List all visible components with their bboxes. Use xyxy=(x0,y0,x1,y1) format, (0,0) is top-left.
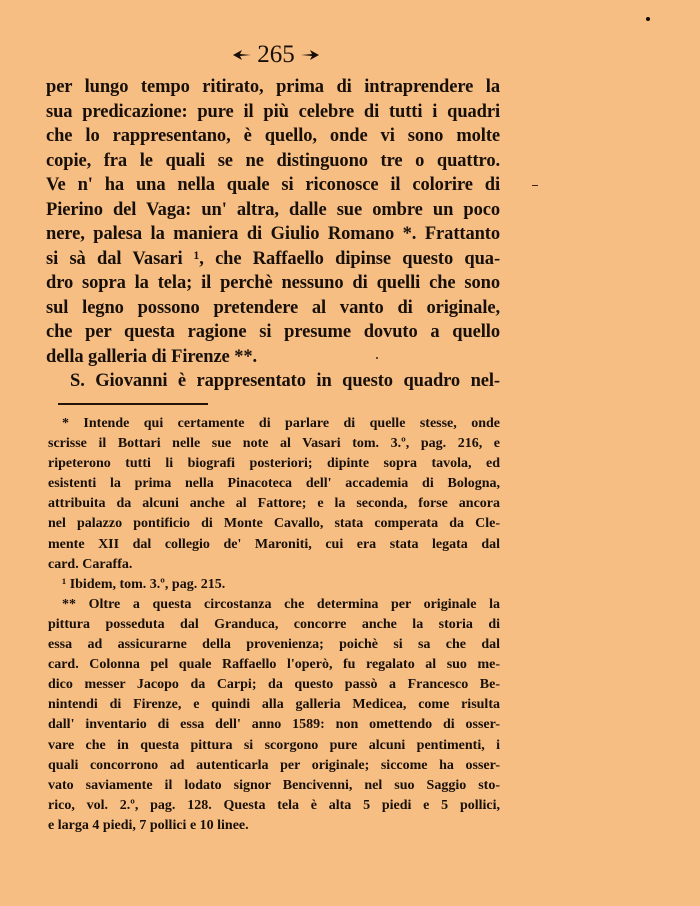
body-line: che lo rappresentano, è quello, onde vi sono molte xyxy=(46,126,500,146)
body-line: che per questa ragione si presume dovuto a quello xyxy=(46,322,500,342)
body-line: sua predicazione: pure il più celebre di tutti i quadri xyxy=(46,101,500,122)
footnote-line: dico messer Jacopo da Carpi; da questo passò a Francesco Be- xyxy=(48,677,500,693)
footnote-line: mente XII dal collegio de' Maroniti, cui era stata legata dal xyxy=(48,536,500,552)
footnote-line: nel palazzo pontificio di Monte Cavallo, stata comperata da Cle- xyxy=(48,516,500,532)
footnote-line: e larga 4 piedi, 7 pollici e 10 linee. xyxy=(48,817,249,833)
body-line: si sà dal Vasari ¹, che Raffaello dipinse questo qua- xyxy=(46,248,500,269)
footnote-line: dall' inventario di essa dell' anno 1589: non omettendo di osser- xyxy=(48,717,500,733)
margin-mark xyxy=(532,185,538,186)
body-line: Pierino del Vaga: un' altra, dalle sue ombre un poco xyxy=(46,199,500,220)
footnote-line: rico, vol. 2.º, pag. 128. Questa tela è alta 5 piedi e 5 pollici, xyxy=(48,797,500,813)
footnote-line: scrisse il Bottari nelle sue note al Vasari tom. 3.º, pag. 216, e xyxy=(48,436,500,452)
footnotes xyxy=(48,414,500,836)
footnote-line: ** Oltre a questa circostanza che determina per originale la xyxy=(62,596,500,612)
footnote-line: ripeterono tutti li biografi posteriori; dipinte sopra tavola, ed xyxy=(48,456,500,472)
footnote-line: vato saviamente il lodato signor Bencivenni, nel suo Saggio sto- xyxy=(48,777,500,793)
footnote-line: vare che in questa pittura si scorgono pure alcuni pentimenti, i xyxy=(48,737,500,753)
footnote-line: * Intende qui certamente di parlare di quelle stesse, onde xyxy=(62,416,500,431)
footnote-line: ¹ Ibidem, tom. 3.º, pag. 215. xyxy=(62,576,226,592)
footnote-line: quali concorrono ad autenticarla per originale; siccome ha osser- xyxy=(48,757,500,773)
main-text xyxy=(46,75,500,394)
footnote-line: essa ad assicurarne della provenienza; poichè si sa che dal xyxy=(48,637,500,653)
body-line: della galleria di Firenze **. xyxy=(46,346,258,367)
body-line: S. Giovanni è rappresentato in questo quadro nel- xyxy=(70,371,500,391)
margin-mark xyxy=(376,357,378,359)
right-ornament-icon xyxy=(300,49,320,61)
footnote-line: card. Caraffa. xyxy=(48,556,133,572)
left-ornament-icon xyxy=(232,49,252,61)
footnote-line: card. Colonna pel quale Raffaello l'operò, fu regalato al suo me- xyxy=(48,657,500,673)
footnote-line: pittura posseduta dal Granduca, concorre anche la storia di xyxy=(48,616,500,632)
footnote-line: attribuita da alcuni anche al Fattore; e la seconda, forse ancora xyxy=(48,496,500,512)
body-line: copie, fra le quali se ne distinguono tre o quattro. xyxy=(46,150,500,171)
footnote-line: esistenti la prima nella Pinacoteca dell' accademia di Bologna, xyxy=(48,476,500,492)
body-line: nere, palesa la maniera di Giulio Romano *. Frattanto xyxy=(46,224,500,244)
body-line: Ve n' ha una nella quale si riconosce il colorire di xyxy=(46,175,500,195)
footnote-line: nintendi di Firenze, e quindi alla galleria Medicea, come risulta xyxy=(48,697,500,713)
footnote-separator xyxy=(58,403,208,405)
page-header xyxy=(226,40,326,70)
body-line: per lungo tempo ritirato, prima di intraprendere la xyxy=(46,77,500,97)
body-line: dro sopra la tela; il perchè nessuno di quelli che sono xyxy=(46,273,500,293)
body-line: sul legno possono pretendere al vanto di originale, xyxy=(46,297,500,318)
page-number: 265 xyxy=(257,41,295,68)
ink-speck xyxy=(646,17,650,21)
